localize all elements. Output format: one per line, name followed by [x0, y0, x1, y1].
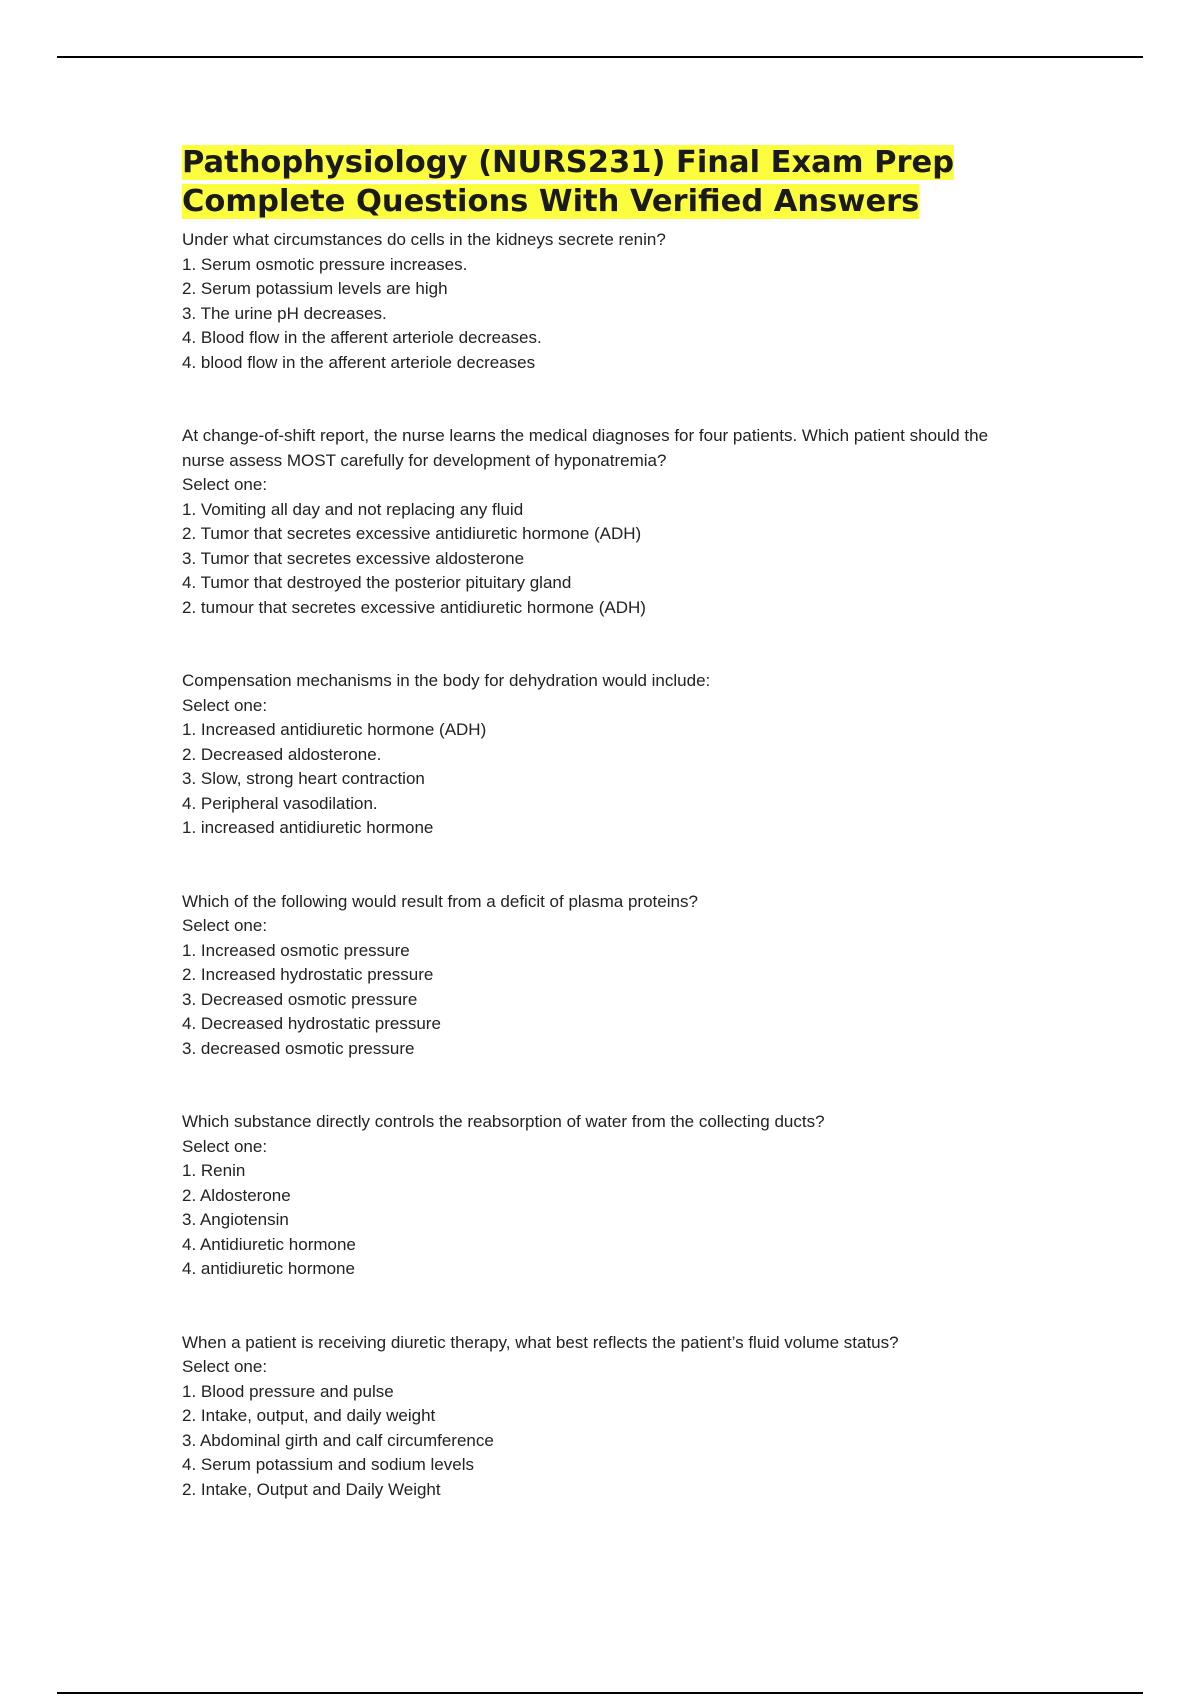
- question-stem: Compensation mechanisms in the body for dehydration would include:: [182, 671, 711, 690]
- question-stem: Which substance directly controls the reabsorption of water from the collecting ducts?: [182, 1112, 825, 1131]
- answer-option: 1. Renin: [182, 1161, 246, 1180]
- select-one-label: Select one:: [182, 1357, 268, 1376]
- answer-option: 2. Increased hydrostatic pressure: [182, 965, 434, 984]
- document-body: [182, 143, 1032, 1502]
- title-line-2: Complete Questions With Verified Answers: [182, 184, 920, 219]
- document-title: [182, 143, 1032, 221]
- question-stem: Which of the following would result from a deficit of plasma proteins?: [182, 891, 698, 911]
- select-one-label: Select one:: [182, 916, 268, 935]
- question-stem: Under what circumstances do cells in the kidneys secrete renin?: [182, 230, 666, 249]
- question-stem: When a patient is receiving diuretic therapy, what best reflects the patient’s fluid volume status?: [182, 1332, 899, 1352]
- verified-answer: 2. Intake, Output and Daily Weight: [182, 1479, 441, 1499]
- question-block: [182, 669, 1032, 841]
- answer-option: 2. Serum potassium levels are high: [182, 279, 448, 298]
- answer-option: 1. Increased antidiuretic hormone (ADH): [182, 720, 487, 739]
- answer-option: 1. Serum osmotic pressure increases.: [182, 254, 468, 274]
- answer-option: 2. Intake, output, and daily weight: [182, 1406, 436, 1425]
- answer-option: 3. Abdominal girth and calf circumference: [182, 1430, 494, 1450]
- answer-option: 3. Angiotensin: [182, 1210, 289, 1229]
- verified-answer: 3. decreased osmotic pressure: [182, 1038, 415, 1058]
- answer-option: 3. Slow, strong heart contraction: [182, 769, 425, 788]
- header-rule: [57, 56, 1143, 58]
- answer-option: 1. Vomiting all day and not replacing any fluid: [182, 499, 524, 519]
- answer-option: 4. Peripheral vasodilation.: [182, 793, 378, 813]
- answer-option: 3. Decreased osmotic pressure: [182, 989, 418, 1009]
- answer-option: 3. Tumor that secretes excessive aldosterone: [182, 548, 525, 568]
- answer-option: 4. Tumor that destroyed the posterior pituitary gland: [182, 573, 572, 592]
- question-block: [182, 228, 1032, 375]
- answer-option: 2. Decreased aldosterone.: [182, 744, 382, 764]
- answer-option: 2. Aldosterone: [182, 1185, 291, 1205]
- answer-option: 2. Tumor that secretes excessive antidiuretic hormone (ADH): [182, 524, 642, 543]
- select-one-label: Select one:: [182, 695, 268, 715]
- answer-option: 4. Decreased hydrostatic pressure: [182, 1014, 441, 1033]
- answer-option: 4. Antidiuretic hormone: [182, 1234, 356, 1254]
- question-block: [182, 1331, 1032, 1503]
- verified-answer: 1. increased antidiuretic hormone: [182, 818, 434, 837]
- verified-answer: 4. antidiuretic hormone: [182, 1259, 355, 1278]
- answer-option: 1. Blood pressure and pulse: [182, 1381, 394, 1401]
- verified-answer: 4. blood flow in the afferent arteriole decreases: [182, 352, 536, 372]
- verified-answer: 2. tumour that secretes excessive antidiuretic hormone (ADH): [182, 597, 646, 617]
- answer-option: 1. Increased osmotic pressure: [182, 940, 410, 960]
- answer-option: 4. Blood flow in the afferent arteriole decreases.: [182, 328, 542, 347]
- select-one-label: Select one:: [182, 475, 268, 494]
- answer-option: 3. The urine pH decreases.: [182, 303, 387, 323]
- question-stem: At change-of-shift report, the nurse learns the medical diagnoses for four patients. Which patient should the nurse assess MOST carefully for development of hyponatremia?: [182, 426, 989, 470]
- title-line-1: Pathophysiology (NURS231) Final Exam Prep: [182, 145, 955, 180]
- question-block: [182, 424, 1032, 620]
- select-one-label: Select one:: [182, 1136, 268, 1156]
- answer-option: 4. Serum potassium and sodium levels: [182, 1455, 474, 1474]
- question-block: [182, 890, 1032, 1062]
- footer-rule: [57, 1692, 1143, 1694]
- question-block: [182, 1110, 1032, 1282]
